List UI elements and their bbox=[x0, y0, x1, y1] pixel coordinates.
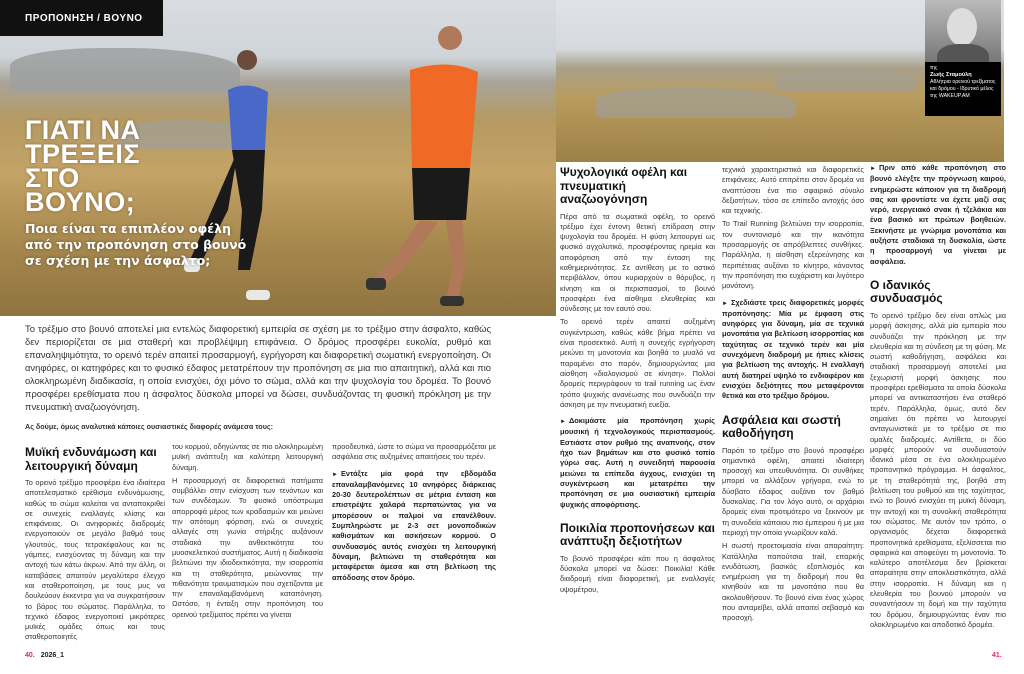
tip-box bbox=[722, 298, 864, 402]
runner-man bbox=[366, 26, 478, 306]
section-tag: ΠΡΟΠΟΝΗΣΗ / ΒΟΥΝΟ bbox=[0, 0, 163, 36]
tip-text: Σχεδιάστε τρεις διαφορετικές μορφές προπόνησης: Μία με έμφαση στις ανηφόρες για δύναμη, μία σε τεχνικά μονοπάτια για βελτίωση ισορροπίας και ταχύτητας σε τεχνικό τερέν και μία συνεχόμενη διαδρομή με ήπιες κλίσεις για βελτίωση της αντοχής. Η εναλλαγή αυτή διατηρεί υψηλό το ενδιαφέρον και ενισχύει δεξιότητες που μεταφέρονται θετικά και στο τρέξιμο δρόμου. bbox=[722, 297, 864, 401]
right-column-3 bbox=[870, 163, 1006, 633]
section-heading: Μυϊκή ενδυνάμωση και λειτουργική δύναμη bbox=[25, 445, 157, 473]
title-line: ΒΟΥΝΟ; bbox=[25, 187, 136, 217]
page-number: 41. bbox=[992, 652, 1002, 659]
section-heading: Ασφάλεια και σωστή καθοδήγηση bbox=[722, 412, 841, 441]
issue-number: 2026_1 bbox=[40, 652, 65, 659]
rocks bbox=[776, 70, 916, 92]
right-column-1 bbox=[560, 166, 715, 598]
paragraph: Παρότι το τρέξιμο στο βουνό προσφέρει σημαντικά οφέλη, απαιτεί ιδιαίτερη προσοχή και υπευθυνότητα. Οι συνθήκες μπορεί να αλλάξουν γρήγορα, ενώ το δύσβατο έδαφος αυξάνει τον βαθμό δυσκολίας. Για τον λόγο αυτό, οι αρχάριοι δρομείς είναι προτιμότερο να ξεκινούν με τη συνοδεία κάποιου πιο έμπειρου ή με μια περιοχή την οποία γνωρίζουν καλά. bbox=[722, 445, 864, 537]
author-photo bbox=[925, 0, 1001, 62]
page-number: 40. bbox=[25, 652, 35, 659]
paragraph: Το ορεινό τερέν απαιτεί αυξημένη συγκέντρωση, καθώς κάθε βήμα πρέπει να είναι προσεκτικό. Αυτή η συνεχής εγρήγορση μειώνει τη μονοτονία και βοηθά το μυαλό να παραμένει στο παρόν, δημιουργώντας μια αίσθηση «διαλογισμού σε κίνηση». Πολλοί δρομείς περιγράφουν το trail running ως έναν τρόπο ψυχικής ανανέωσης που συνδυάζει την άσκηση με την πνευματική ευεξία. bbox=[560, 317, 715, 409]
tip-text: Δοκιμάστε μία προπόνηση χωρίς μουσική ή τεχνολογικούς περισπασμούς. Εστιάστε στον ρυθμό της αναπνοής, στον ήχο των βημάτων και στο φυσικό τοπίο γύρω σας. Αυτή η συνειδητή παρουσία μειώνει τα επίπεδα άγχους, ενισχύει τη συγκέντρωση και μετατρέπει την προπόνηση σε μια ουσιαστική εμπειρία ψυχικής αποφόρτισης. bbox=[560, 416, 715, 509]
author-prefix: της bbox=[930, 65, 938, 71]
section-heading: Ο ιδανικός συνδυασμός bbox=[870, 277, 943, 306]
left-column-1 bbox=[25, 446, 165, 646]
tip-box bbox=[870, 163, 1006, 267]
intro-paragraph: Το τρέξιμο στο βουνό αποτελεί μια εντελώς διαφορετική εμπειρία σε σχέση με το τρέξιμο στην άσφαλτο, καθώς δεν περιορίζεται σε μια σταθερή και προβλέψιμη επιφάνεια. Ο δρόμος προσφέρει ευκολία, ρυθμό και επαναληψιμότητα, το ορεινό τερέν απαιτεί προσαρμογή, εγρήγορση και διαφορετική σωματική ενεργοποίηση. Οι ανηφόρες, οι κατηφόρες και το φυσικό έδαφος μετατρέπουν την προπόνηση σε μια πιο απαιτητική, αλλά και πιο ολοκληρωμένη διαδικασία, η οποία ενισχύει, όχι μόνο το σώμα, αλλά και την ψυχολογία του δρομέα. Το βουνό προσφέρει ερεθίσματα που η άσφαλτος δύσκολα μπορεί να δώσει, συνδυάζοντας τη φυσική πρόκληση με την πνευματική αναζωογόνηση. bbox=[25, 323, 491, 412]
paragraph: Το βουνό προσφέρει κάτι που η άσφαλτος δύσκολα μπορεί να δώσει: Ποικιλία! Κάθε διαδρομή είναι διαφορετική, με εναλλαγές υψομέτρου, bbox=[560, 553, 715, 594]
paragraph: Το Trail Running βελτιώνει την ισορροπία, τον συντονισμό και την ικανότητα προσαρμογής σε απρόβλεπτες συνθήκες. Παράλληλα, η αίσθηση εξερεύνησης και περιπέτειας αυξάνει το κίνητρο, κάνοντας την προπόνηση πιο ευχάριστη και λιγότερο μονότονη. bbox=[722, 219, 864, 291]
paragraph: Το ορεινό τρέξιμο προσφέρει ένα ιδιαίτερα αποτελεσματικό ερέθισμα ενδυνάμωσης, καθώς το σώμα καλείται να ανταποκριθεί σε συνεχείς εναλλαγές κλίσης και επιφάνειας. Οι ανηφορικές διαδρομές ενεργοποιούν σε μεγάλο βαθμό τους γλουτούς, τους τετρακέφαλους και τις γάμπες, ενισχύοντας τη δύναμη και την αντοχή των κάτω άκρων. Από την άλλη, οι καταβάσεις απαιτούν μεγαλύτερο έλεγχο και σταθεροποίηση, με τους μυς να δουλεύουν έκκεντρα για να συγκρατήσουν το βάρος του σώματος. Παράλληλα, το τεχνικό έδαφος ενεργοποιεί μικρότερες μυϊκές ομάδες όπως και τους σταθεροποιητές bbox=[25, 478, 165, 642]
paragraph: προοδευτικά, ώστε το σώμα να προσαρμόζεται με ασφάλεια στις αυξημένες απαιτήσεις του τερέν. bbox=[332, 442, 496, 462]
page-footer-left bbox=[25, 652, 64, 659]
author-name: Ζωής Σταμούλη bbox=[930, 72, 972, 78]
article-title bbox=[25, 115, 141, 217]
lead-line: Ας δούμε, όμως αναλυτικά κάποιες ουσιαστικές διαφορές ανάμεσα τους: bbox=[25, 422, 274, 431]
left-column-3 bbox=[332, 442, 496, 586]
tip-text: Εντάξτε μία φορά την εβδομάδα επαναλαμβανόμενες 10 ανηφόρες διάρκειας 20-30 δευτερολέπτων σε μέτρια ένταση και επιστρέψτε χαλαρά περπατώντας για να μπορέσουν οι παλμοί να επανέλθουν. Συμπληρώστε με 2-3 σετ μονοποδικών καθισμάτων και ασκήσεων κορμού. Ο συνδυασμός αυτός ενισχύει τη λειτουργική δύναμη, βελτιώνει τη σταθερότητα και μεταφέρεται άμεσα και στη βελτίωση της απόδοσης στον δρόμο. bbox=[332, 468, 496, 582]
section-heading: Ψυχολογικά οφέλη και πνευματική αναζωογόνηση bbox=[560, 165, 688, 206]
tip-text: Πριν από κάθε προπόνηση στο βουνό ελέγξτε την πρόγνωση καιρού, ενημερώστε κάποιον για τη διαδρομή σας και φροντίστε να έχετε μαζί σας νερό, ενεργειακό σνακ ή τζελάκια και ένα βασικό κιτ πρώτων βοηθειών. Ξεκινήστε με γνώριμα μονοπάτια και αυξήστε σταδιακά τη δυσκολία, ώστε η προσαρμογή να γίνεται με ασφάλεια. bbox=[870, 163, 1006, 266]
title-line: ΤΡΕΞΕΙΣ bbox=[25, 139, 141, 169]
author-box bbox=[925, 0, 1001, 116]
paragraph: Το ορεινό τρέξιμο δεν είναι απλώς μια μορφή άσκησης, αλλά μία εμπειρία που συνδυάζει την πρόκληση με την ελευθερία και τη σύνδεση με τη φύση. Με σωστή καθοδήγηση, ασφάλεια και σταδιακή προσαρμογή αποτελεί μια ξεχωριστή μορφή άσκησης που προσφέρει ερεθίσματα τα οποία δύσκολα μπορεί να αντικαταστήσει ένα σταθερό τερέν. Παράλληλα, όμως, αυτό δεν σημαίνει ότι πρέπει να λειτουργεί ανταγωνιστικά με το τρέξιμο σε πιο ομαλές διαδρομές. Αντίθετα, οι δύο μορφές μπορούν να συνδυαστούν ιδανικά μέσα σε ένα ολοκληρωμένο προπονητικό πρόγραμμα. Η άσφαλτος, με τη σταθερότητά της, βοηθά στη βελτίωση του ρυθμού και της ταχύτητας, ενώ το βουνό ενισχύει τη μυϊκή δύναμη, την αντοχή και τη συνολική σταθερότητα του σώματος. Με αυτόν τον τρόπο, ο οργανισμός δέχεται διαφορετικά προπονητικά ερεθίσματα, εξελίσσεται πιο σφαιρικά και αποφεύγει τη μονοτονία. Το καλύτερο αποτέλεσμα δεν βρίσκεται απαραίτητα στην αποκλειστικότητα, αλλά στην ισορροπία. Η δύναμη και η ελευθερία του βουνού μπορούν να συναντήσουν τη δομή και την ταχύτητα του δρόμου, δημιουργώντας έναν πιο ολοκληρωμένο και αποδοτικό δρομέα. bbox=[870, 310, 1006, 629]
left-column-2 bbox=[172, 442, 323, 623]
triangle-right-icon: ► bbox=[722, 300, 728, 307]
tip-box bbox=[332, 469, 496, 583]
tip-box bbox=[560, 416, 715, 510]
right-column-2 bbox=[722, 165, 864, 627]
title-line: ΓΙΑΤΙ ΝΑ bbox=[25, 115, 141, 145]
paragraph: Η σωστή προετοιμασία είναι απαραίτητη: Κατάλληλα παπούτσια trail, επαρκής ενυδάτωση, βασικός εξοπλισμός και ενημέρωση για τη διαδρομή που θα κινηθούν και τα μονοπάτια που θα ακολουθήσουν. Το βουνό είναι ένας χώρος που ανταμείβει, αλλά απαιτεί σεβασμό και προσοχή. bbox=[722, 541, 864, 623]
paragraph: Η προσαρμογή σε διαφορετικά πατήματα συμβάλλει στην ενίσχυση των τενόντων και των συνδέσμων. Το φυσικό υπόστρωμα απορροφά μέρος των κραδασμών και μειώνει την απότομη φόρτιση, ενώ οι συνεχείς αλλαγές στη γωνία στήριξης αυξάνουν σταδιακά την ανθεκτικότητα του μυοσκελετικού συστήματος. Αυτή η διαδικασία βελτιώνει την ιδιοδεκτικότητα, την ισορροπία και τη σταθερότητα, μειώνοντας την πιθανότητα τραυματισμών που σχετίζονται με την επαναλαμβανόμενη καταπόνηση. Ωστόσο, η ένταξη στην προπόνηση του ορεινού τρεξίματος πρέπει να γίνεται bbox=[172, 475, 323, 619]
triangle-right-icon: ► bbox=[332, 471, 338, 478]
author-bio: Αθλήτρια ορεινού τρεξίματος και δρόμου - Ιδρυτικό μέλος της WAKEUP.AM bbox=[930, 79, 996, 99]
title-line: ΣΤΟ bbox=[25, 163, 80, 193]
article-subtitle: Ποια είναι τα επιπλέον οφέλη από την προπόνηση στο βουνό σε σχέση με την άσφαλτο; bbox=[25, 221, 247, 268]
paragraph: τεχνικά χαρακτηριστικά και διαφορετικές επιφάνειες. Αυτό επιτρέπει στον δρομέα να αναπτύσσει ένα πιο σφαιρικό σύνολο δεξιοτήτων, τόσο σε επίπεδο αντοχής όσο και τεχνικής. bbox=[722, 165, 864, 216]
section-heading: Ποικιλία προπονήσεων και ανάπτυξη δεξιοτήτων bbox=[560, 520, 715, 549]
triangle-right-icon: ► bbox=[560, 419, 566, 426]
paragraph: του κορμού, οδηγώντας σε πιο ολοκληρωμένη μυϊκή ανάπτυξη και καλύτερη λειτουργική δύναμη. bbox=[172, 442, 323, 472]
rocks bbox=[596, 88, 796, 118]
paragraph: Πέρα από τα σωματικά οφέλη, το ορεινό τρέξιμο έχει έντονη θετική επίδραση στην ψυχολογία του δρομέα. Η φύση λειτουργεί ως φυσικό αγχολυτικό, προσφέροντας ηρεμία και αποφόρτιση από την ένταση της καθημερινότητας. Σε αντίθεση με το αστικό περιβάλλον, όπου κυριαρχούν ο θόρυβος, η κίνηση και οι περισπασμοί, το βουνό προσφέρει ένα αίσθημα ελευθερίας και σύνδεσης με τον εαυτό σου. bbox=[560, 211, 715, 314]
triangle-right-icon: ► bbox=[870, 166, 876, 172]
